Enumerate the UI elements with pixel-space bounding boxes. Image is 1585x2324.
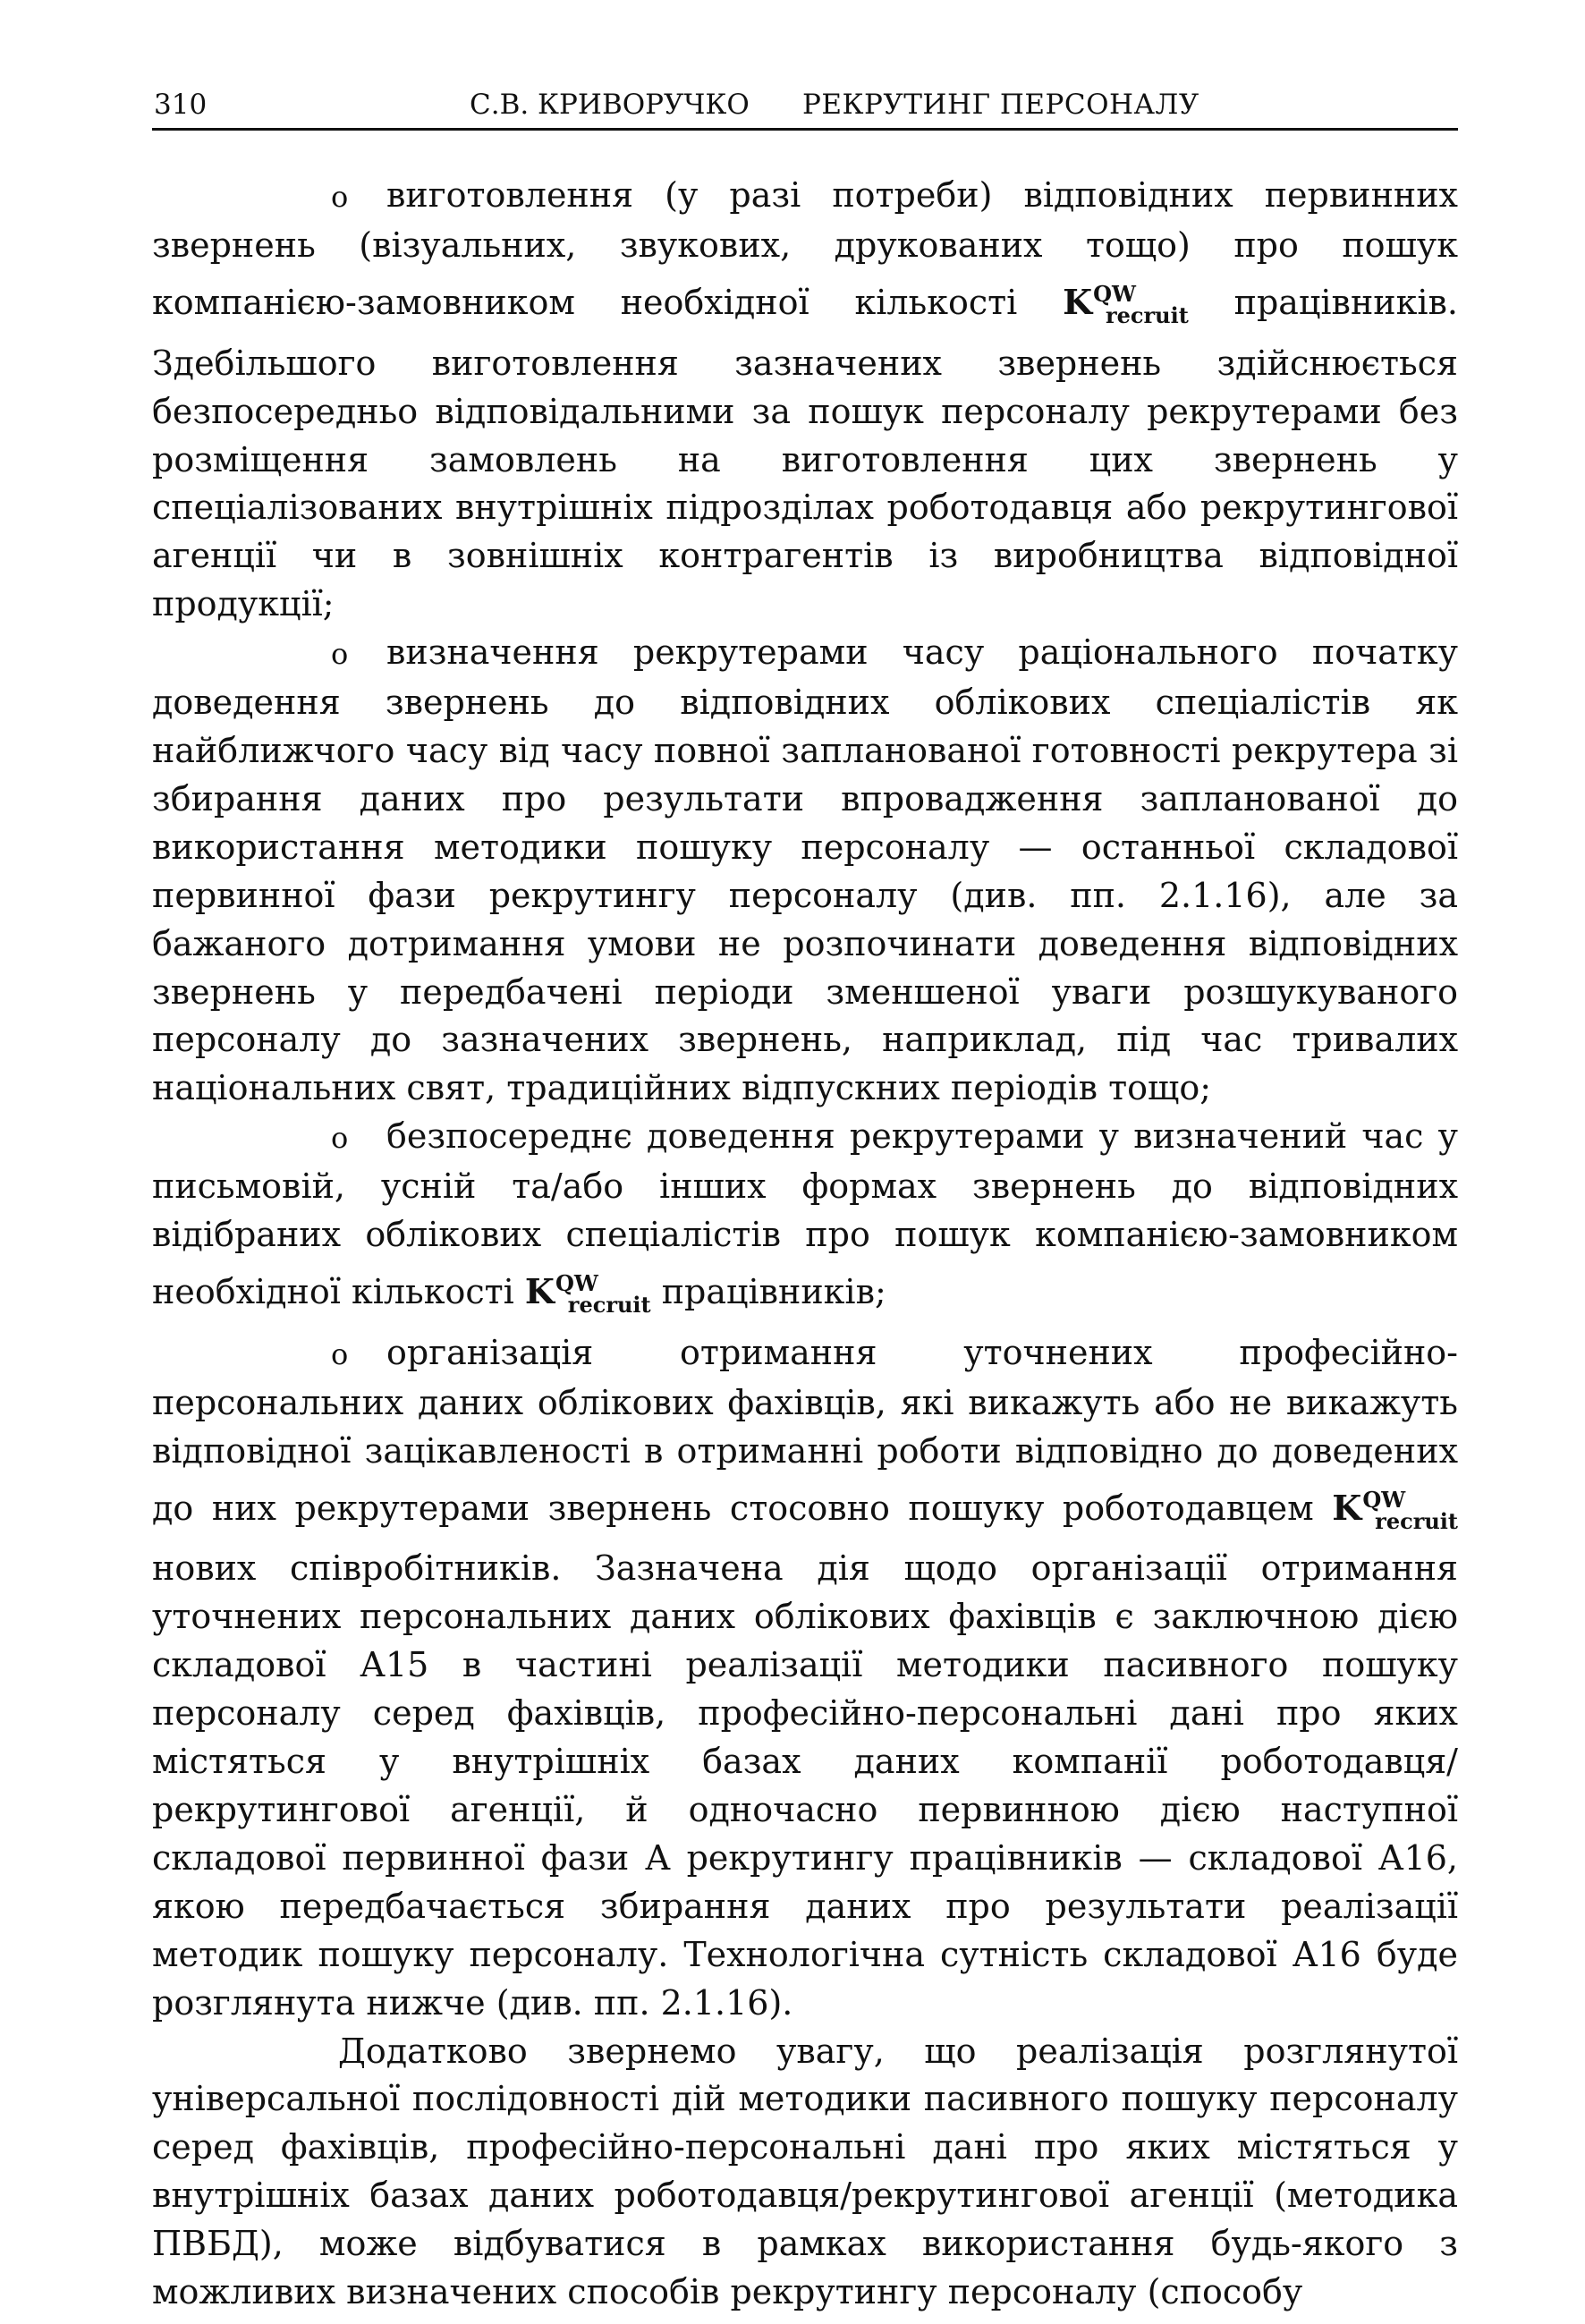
header-rule (152, 128, 1458, 131)
list-item (152, 1113, 1458, 1329)
item-text: організація отримання уточнених професійно-персональних даних облікових фахівців, які викажуть або не викажуть відповідної зацікавленості в отриманні роботи відповідно до доведених до них рекрутерами звернень стосовно пошуку роботодавцем (152, 1332, 1458, 1528)
item-text: безпосереднє доведення рекрутерами у визначений час у письмовій, усній та/або інших формах звернень до відповідних відібраних облікових спеціалістів про пошук компанією-замовником необхідної кількості (152, 1116, 1458, 1311)
bullet-marker: o (331, 1121, 349, 1156)
item-text: нових співробітників. Зазначена дія щодо організації отримання уточнених персональних даних облікових фахівців є заключною дією складової А15 в частині реалізації методики пасивного пошуку персоналу серед фахівців, професійно-персональні дані про яких містяться у внутрішніх базах даних компанії роботодавця/рекрутингової агенції, й одночасно первинною дією наступної складової первинної фази А рекрутингу працівників — складової А16, якою передбачається збирання даних про результати реалізації методик пошуку персоналу. Технологічна сутність складової А16 буде розглянута нижче (див. пп. 2.1.16). (152, 1548, 1458, 2023)
k-recruit-symbol: $K^{QW}_{recruit}$ (1063, 280, 1189, 328)
list-item (152, 172, 1458, 629)
item-text: визначення рекрутерами часу раціонального початку доведення звернень до відповідних облікових спеціалістів як найближчого часу від часу повної запланованої готовності рекрутера зі збирання даних про результати впровадження запланованої до використання методики пошуку персоналу — останньої складової первинної фази рекрутингу персоналу (див. пп. 2.1.16), але за бажаного дотримання умови не розпочинати доведення відповідних звернень у передбачені періоди зменшеної уваги розшукуваного персоналу до зазначених звернень, наприклад, під час тривалих національних свят, традиційних відпускних періодів тощо; (152, 632, 1458, 1108)
bullet-marker: o (331, 1336, 349, 1371)
bullet-marker: o (331, 637, 349, 672)
running-header (152, 85, 1458, 128)
item-text: працівників; (661, 1271, 886, 1311)
k-recruit-symbol: $K^{QW}_{recruit}$ (524, 1269, 651, 1318)
bullet-marker: o (331, 180, 349, 214)
header-author: С.В. КРИВОРУЧКО (470, 89, 750, 121)
header-book-title: РЕКРУТИНГ ПЕРСОНАЛУ (802, 89, 1199, 121)
item-text: працівників. Здебільшого виготовлення зазначених звернень здійснюється безпосередньо відповідальними за пошук персоналу рекрутерами без розміщення замовлень на виготовлення цих звернень у спеціалізованих внутрішніх підрозділах роботодавця або рекрутингової агенції чи в зовнішніх контрагентів із виробництва відповідної продукції; (152, 282, 1458, 624)
list-item (152, 629, 1458, 1113)
closing-paragraph: Додатково звернемо увагу, що реалізація розглянутої універсальної послідовності дій методики пасивного пошуку персоналу серед фахівців, професійно-персональні дані про яких містяться у внутрішніх базах даних роботодавця/рекрутингової агенції (методика ПВБД), може відбуватися в рамках використання будь-якого з можливих визначених способів рекрутингу персоналу (способу (152, 2031, 1458, 2312)
k-recruit-symbol: $K^{QW}_{recruit}$ (1332, 1486, 1458, 1534)
page-body (152, 172, 1458, 2317)
list-item (152, 1329, 1458, 2028)
page-number: 310 (154, 89, 208, 121)
item-text: виготовлення (у разі потреби) відповідних первинних звернень (візуальних, звукових, друкованих тощо) про пошук компанією-замовником необхідної кількості (152, 175, 1458, 322)
